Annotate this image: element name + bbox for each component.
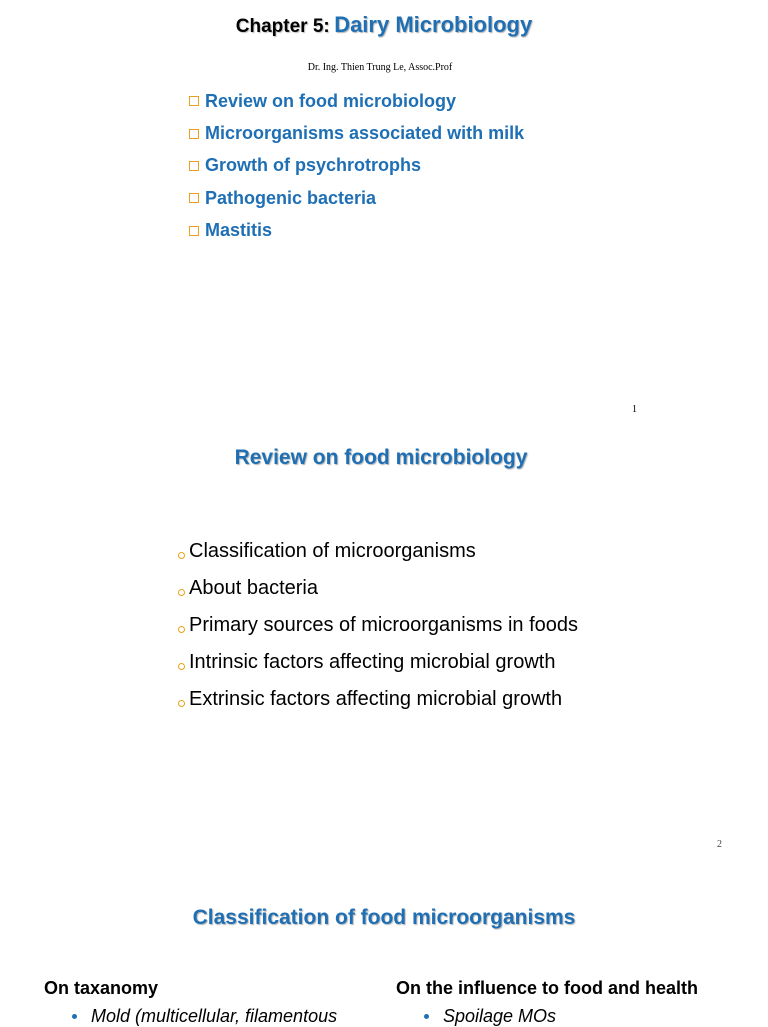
topic-label: Microorganisms associated with milk: [205, 123, 525, 144]
review-item-label: Intrinsic factors affecting microbial growth: [189, 651, 556, 673]
list-item: [178, 681, 578, 718]
slide1-title: [0, 12, 768, 38]
review-item-label: About bacteria: [189, 577, 318, 599]
hollow-circle-icon: [178, 589, 185, 596]
influence-item-label: Spoilage MOs: [443, 1006, 557, 1026]
list-item: [178, 570, 578, 607]
hollow-circle-icon: [178, 700, 185, 707]
review-list: [178, 533, 578, 718]
page-number: 1: [632, 404, 637, 415]
author-line: Dr. Ing. Thien Trung Le, Assoc.Prof: [307, 62, 453, 73]
review-item-label: Primary sources of microorganisms in foods: [189, 614, 579, 636]
topic-label: Mastitis: [205, 220, 273, 241]
hollow-square-icon: [189, 226, 199, 236]
taxonomy-item-label: Mold (multicellular, filamentous: [91, 1006, 338, 1026]
review-item-label: Extrinsic factors affecting microbial growth: [189, 688, 563, 710]
chapter-label: Chapter 5:: [235, 16, 330, 37]
list-item: [189, 85, 524, 117]
hollow-square-icon: [189, 193, 199, 203]
taxonomy-heading: On taxanomy: [44, 978, 159, 998]
review-item-label: Classification of microorganisms: [189, 540, 476, 562]
hollow-square-icon: [189, 129, 199, 139]
list-item: [178, 533, 578, 570]
hollow-circle-icon: [178, 626, 185, 633]
list-item: [178, 644, 578, 681]
hollow-circle-icon: [178, 663, 185, 670]
influence-heading: On the influence to food and health: [396, 978, 698, 998]
list-item: [178, 607, 578, 644]
list-item: [189, 182, 524, 214]
list-item: [189, 117, 524, 149]
topic-label: Review on food microbiology: [205, 90, 457, 111]
slide3-title: Classification of food microorganisms: [192, 906, 576, 929]
hollow-square-icon: [189, 96, 199, 106]
topic-list: [189, 85, 524, 247]
list-item: [189, 215, 524, 247]
page-number: 2: [717, 839, 722, 850]
topic-label: Pathogenic bacteria: [205, 187, 377, 208]
topic-label: Growth of psychrotrophs: [205, 155, 421, 176]
filled-dot-icon: [424, 1014, 429, 1019]
hollow-square-icon: [189, 161, 199, 171]
filled-dot-icon: [72, 1014, 77, 1019]
hollow-circle-icon: [178, 552, 185, 559]
chapter-title: Dairy Microbiology: [334, 12, 533, 37]
list-item: [189, 150, 524, 182]
slide2-title: Review on food microbiology: [234, 446, 528, 469]
